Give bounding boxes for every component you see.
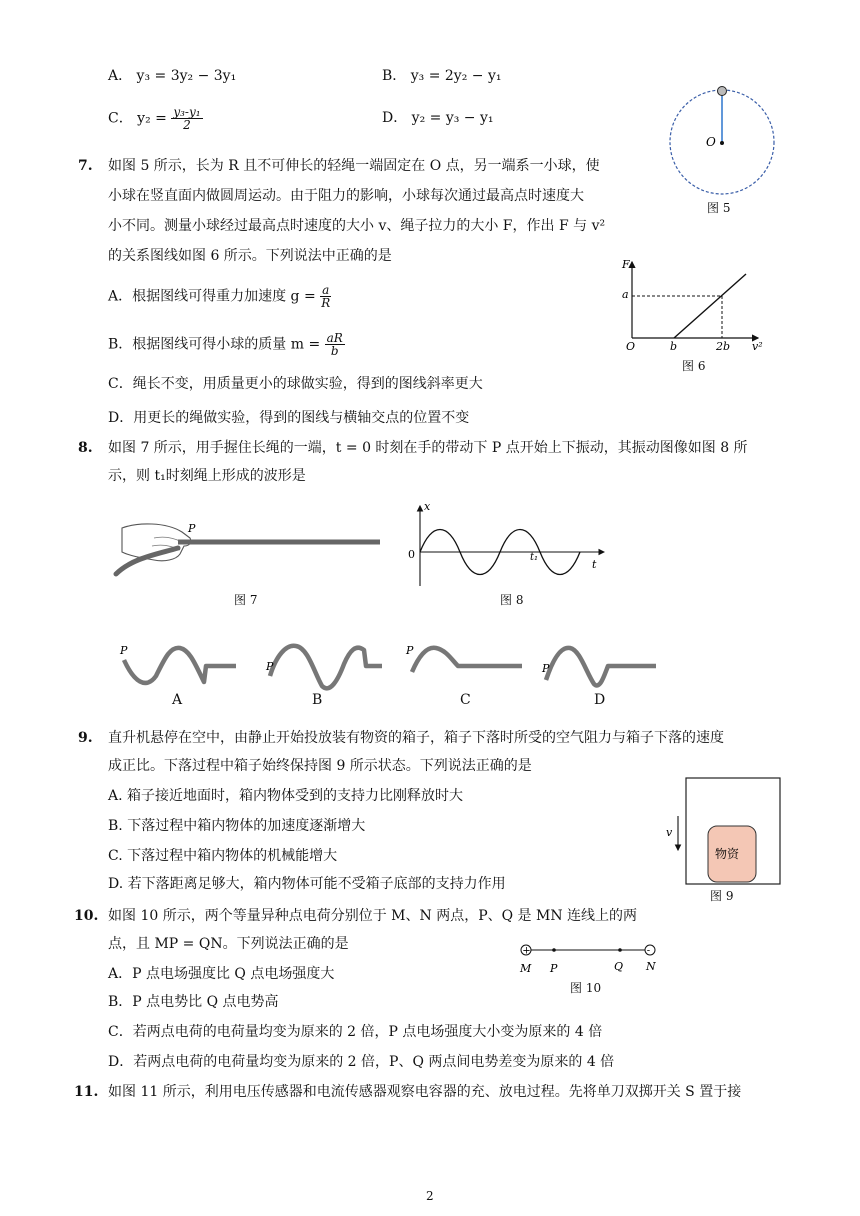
q6-option-d: D． y₂ = y₃ − y₁ <box>382 110 494 126</box>
fig5-caption: 图 5 <box>707 201 731 215</box>
fig5-ball <box>718 87 727 96</box>
wave-option-a <box>118 636 238 692</box>
figure-10 <box>514 940 664 980</box>
q7-stem-line4: 的关系图线如图 6 所示。下列说法中正确的是 <box>108 248 392 264</box>
q7-option-b-num: aR <box>326 331 343 345</box>
wave-option-c <box>404 636 524 692</box>
fig9-v-label: v <box>666 826 673 839</box>
wave-c-shape <box>412 648 522 672</box>
fig8-y-label: x <box>424 500 431 513</box>
q10-option-c: C．若两点电荷的电荷量均变为原来的 2 倍，P 点电场强度大小变为原来的 4 倍 <box>108 1024 603 1040</box>
fig10-plus-sign: + <box>522 945 531 957</box>
fig10-minus-sign: - <box>646 945 651 957</box>
wave-d-label: D <box>594 692 606 708</box>
q8-stem-line2: 示，则 t₁时刻绳上形成的波形是 <box>108 468 306 484</box>
q6-option-a: A． y₃ = 3y₂ − 3y₁ <box>108 68 237 84</box>
wave-d-point-label: P <box>542 662 550 675</box>
fig8-caption: 图 8 <box>500 593 524 607</box>
q9-stem-line1: 直升机悬停在空中，由静止开始投放装有物资的箱子，箱子下落时所受的空气阻力与箱子下落的速度 <box>108 730 724 746</box>
q11-stem-line1: 如图 11 所示，利用电压传感器和电流传感器观察电容器的充、放电过程。先将单刀双掷开关 S 置于接 <box>108 1084 742 1100</box>
fig10-m-label: M <box>520 962 532 975</box>
wave-c-point-label: P <box>406 644 414 657</box>
fig6-graph-line <box>674 274 746 338</box>
q10-number: 10. <box>74 908 99 924</box>
figure-9 <box>664 776 784 886</box>
q9-option-a: A. 箱子接近地面时，箱内物体受到的支持力比刚释放时大 <box>108 788 464 804</box>
q6-option-c-num: y₃-y₁ <box>173 105 201 119</box>
q6-option-c-fraction <box>171 106 202 131</box>
fig5-center-label: O <box>706 135 716 149</box>
fig6-origin-label: O <box>626 340 636 353</box>
q6-option-c-prefix: C． y₂ = <box>108 110 167 127</box>
q9-stem-line2: 成正比。下落过程中箱子始终保持图 9 所示状态。下列说法正确的是 <box>108 758 532 774</box>
page-number: 2 <box>426 1189 434 1203</box>
figure-7 <box>108 518 388 582</box>
q6-option-c-den: 2 <box>183 118 191 132</box>
wave-a-label: A <box>172 692 183 708</box>
fig6-x-label: v² <box>752 340 763 353</box>
q10-option-d: D．若两点电荷的电荷量均变为原来的 2 倍，P、Q 两点间电势差变为原来的 4 倍 <box>108 1054 615 1070</box>
fig8-origin-label: 0 <box>408 548 415 561</box>
q7-number: 7. <box>78 158 93 174</box>
q8-number: 8. <box>78 440 93 456</box>
fig6-y-label: F <box>622 258 630 271</box>
q9-number: 9. <box>78 730 93 746</box>
q9-option-b: B. 下落过程中箱内物体的加速度逐渐增大 <box>108 818 366 834</box>
q7-option-a-num: a <box>322 283 330 297</box>
figure-5 <box>668 86 778 196</box>
q11-number: 11. <box>74 1084 99 1100</box>
figure-8 <box>404 500 614 590</box>
q10-option-a: A．P 点电场强度比 Q 点电场强度大 <box>108 966 335 982</box>
fig7-point-label: P <box>188 522 196 535</box>
q10-option-b: B．P 点电势比 Q 点电势高 <box>108 994 279 1010</box>
q9-option-d: D. 若下落距离足够大，箱内物体可能不受箱子底部的支持力作用 <box>108 876 506 892</box>
q7-option-a-prefix: A．根据图线可得重力加速度 g = <box>108 288 316 305</box>
q7-option-b-prefix: B．根据图线可得小球的质量 m = <box>108 336 321 353</box>
q7-stem-line3: 小不同。测量小球经过最高点时速度的大小 v、绳子拉力的大小 F，作出 F 与 v² <box>108 218 606 234</box>
q6-option-b: B． y₃ = 2y₂ − y₁ <box>382 68 502 84</box>
q8-stem-line1: 如图 7 所示，用手握住长绳的一端，t = 0 时刻在手的带动下 P 点开始上下振动，其振动图像如图 8 所 <box>108 440 748 456</box>
wave-b-shape <box>270 646 382 689</box>
q9-option-c: C. 下落过程中箱内物体的机械能增大 <box>108 848 338 864</box>
wave-a-point-label: P <box>120 644 128 657</box>
fig6-b-label: b <box>670 340 678 353</box>
wave-c-label: C <box>460 692 471 708</box>
q7-option-b-den: b <box>330 344 339 358</box>
fig9-goods-label: 物资 <box>715 847 740 861</box>
q7-option-a-fraction <box>320 284 331 309</box>
q10-stem-line2: 点，且 MP = QN。下列说法正确的是 <box>108 936 349 952</box>
q10-stem-line1: 如图 10 所示，两个等量异种点电荷分别位于 M、N 两点，P、Q 是 MN 连线上的两 <box>108 908 638 924</box>
figure-6 <box>620 256 770 356</box>
fig8-t1-label: t₁ <box>530 552 539 563</box>
q7-option-a-den: R <box>321 296 331 310</box>
q6-option-c <box>108 106 203 131</box>
q7-stem-line2: 小球在竖直面内做圆周运动。由于阻力的影响，小球每次通过最高点时速度大 <box>108 188 584 204</box>
fig8-t-label: t <box>592 558 597 571</box>
fig10-point-p <box>552 948 556 952</box>
q7-option-b-fraction <box>325 332 345 357</box>
wave-option-d <box>540 636 660 692</box>
wave-b-point-label: P <box>266 660 274 673</box>
q7-option-b <box>108 332 345 357</box>
q7-option-d: D．用更长的绳做实验，得到的图线与横轴交点的位置不变 <box>108 410 470 426</box>
fig6-2b-label: 2b <box>716 340 731 353</box>
fig10-point-q <box>618 948 622 952</box>
q7-option-c: C．绳长不变，用质量更小的球做实验，得到的图线斜率更大 <box>108 376 483 392</box>
fig5-center-dot <box>720 141 724 145</box>
wave-d-shape <box>546 648 656 686</box>
wave-option-b <box>264 636 384 692</box>
fig10-caption: 图 10 <box>570 981 602 995</box>
q7-stem-line1: 如图 5 所示，长为 R 且不可伸长的轻绳一端固定在 O 点，另一端系一小球，使 <box>108 158 600 174</box>
fig7-caption: 图 7 <box>234 593 258 607</box>
wave-b-label: B <box>312 692 323 708</box>
fig10-q-label: Q <box>614 960 624 973</box>
fig6-caption: 图 6 <box>682 359 706 373</box>
q7-option-a <box>108 284 331 309</box>
wave-a-shape <box>124 648 236 683</box>
fig9-caption: 图 9 <box>710 889 734 903</box>
fig10-n-label: N <box>646 960 656 973</box>
fig10-p-label: P <box>550 962 558 975</box>
fig6-a-label: a <box>622 288 629 301</box>
